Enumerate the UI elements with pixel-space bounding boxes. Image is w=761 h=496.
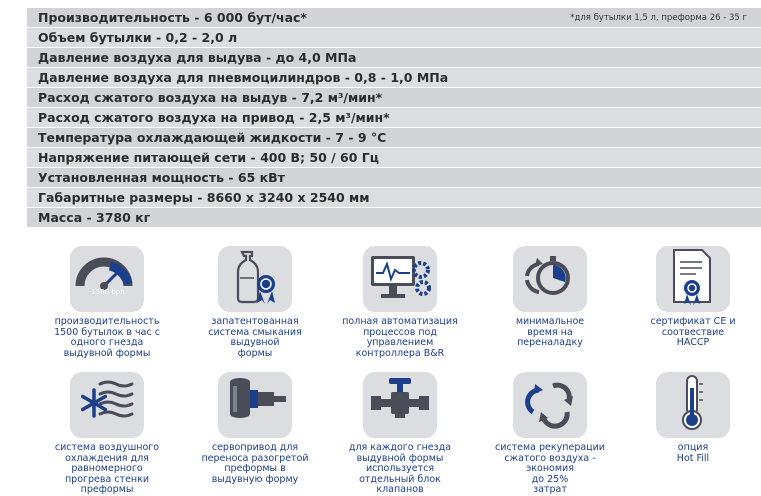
spec-row xyxy=(27,168,761,187)
monitor-gears-icon xyxy=(363,246,437,312)
feature-tile xyxy=(513,372,587,438)
snowflake-air-icon xyxy=(70,372,144,438)
specs-table xyxy=(27,8,761,228)
speedometer-icon xyxy=(70,246,144,312)
feature-certificate xyxy=(618,246,761,349)
spec-footnote: *для бутылки 1,5 л, преформа 26 - 35 г xyxy=(570,12,747,23)
feature-valve-block xyxy=(325,372,475,496)
spec-text: Давление воздуха для выдува - до 4,0 МПа xyxy=(38,50,357,65)
spec-text: Давление воздуха для пневмоцилиндров - 0,8 - 1,0 МПа xyxy=(38,70,449,85)
bottle-certificate-icon xyxy=(218,246,292,312)
stopwatch-icon xyxy=(513,246,587,312)
feature-clamping xyxy=(180,246,330,359)
feature-changeover xyxy=(475,246,625,349)
feature-tile xyxy=(70,246,144,312)
feature-tile xyxy=(363,246,437,312)
feature-caption: полная автоматизация процессов под управлением контроллера B&R xyxy=(342,316,458,359)
spec-row xyxy=(27,148,761,167)
feature-caption: система рекуперации сжатого воздуха - экономия до 25% затрат xyxy=(495,442,605,495)
spec-row xyxy=(27,48,761,67)
feature-caption: запатентованная система смыкания выдувной формы xyxy=(208,316,302,359)
feature-productivity xyxy=(32,246,182,359)
certificate-icon xyxy=(656,246,730,312)
spec-row xyxy=(27,188,761,207)
feature-caption: минимальное время на переналадку xyxy=(515,316,585,348)
feature-tile xyxy=(513,246,587,312)
feature-servo xyxy=(180,372,330,485)
spec-row xyxy=(27,108,761,127)
spec-row xyxy=(27,128,761,147)
spec-row xyxy=(27,68,761,87)
servo-motor-icon xyxy=(218,372,292,438)
feature-air-cooling xyxy=(32,372,182,496)
feature-caption: опция Hot Fill xyxy=(676,442,710,464)
spec-text: Установленная мощность - 65 кВт xyxy=(38,170,285,185)
spec-text: Объем бутылки - 0,2 - 2,0 л xyxy=(38,30,238,45)
spec-row xyxy=(27,88,761,107)
spec-row xyxy=(27,28,761,47)
feature-tile xyxy=(70,372,144,438)
feature-hot-fill xyxy=(618,372,761,464)
feature-tile xyxy=(656,372,730,438)
feature-caption: сервопривод для переноса разогретой преформы в выдувную форму xyxy=(201,442,309,485)
spec-text: Масса - 3780 кг xyxy=(38,210,151,225)
feature-caption: система воздушного охлаждения для равномерного прогрева стенки преформы xyxy=(54,442,160,495)
feature-tile xyxy=(656,246,730,312)
feature-caption: для каждого гнезда выдувной формы используется отдельный блок клапанов xyxy=(348,442,452,495)
spec-text: Напряжение питающей сети - 400 В; 50 / 60 Гц xyxy=(38,150,380,165)
feature-air-recovery xyxy=(475,372,625,496)
valve-icon xyxy=(363,372,437,438)
spec-text: Производительность - 6 000 бут/час* xyxy=(38,10,307,25)
spec-row xyxy=(27,208,761,227)
feature-automation xyxy=(325,246,475,359)
feature-caption: производительность 1500 бутылок в час с одного гнезда выдувной формы xyxy=(54,316,160,359)
spec-text: Температура охлаждающей жидкости - 7 - 9 °С xyxy=(38,130,387,145)
thermometer-icon xyxy=(656,372,730,438)
feature-tile xyxy=(218,246,292,312)
spec-text: Габаритные размеры - 8660 х 3240 х 2540 мм xyxy=(38,190,370,205)
spec-text: Расход сжатого воздуха на привод - 2,5 м³/мин* xyxy=(38,110,390,125)
speed-label: 1500 bph xyxy=(91,288,125,296)
feature-tile xyxy=(218,372,292,438)
spec-row xyxy=(27,8,761,27)
feature-caption: сертификат CE и соотвествие HACCP xyxy=(650,316,736,348)
feature-tile xyxy=(363,372,437,438)
spec-text: Расход сжатого воздуха на выдув - 7,2 м³/мин* xyxy=(38,90,383,105)
recycle-icon xyxy=(513,372,587,438)
